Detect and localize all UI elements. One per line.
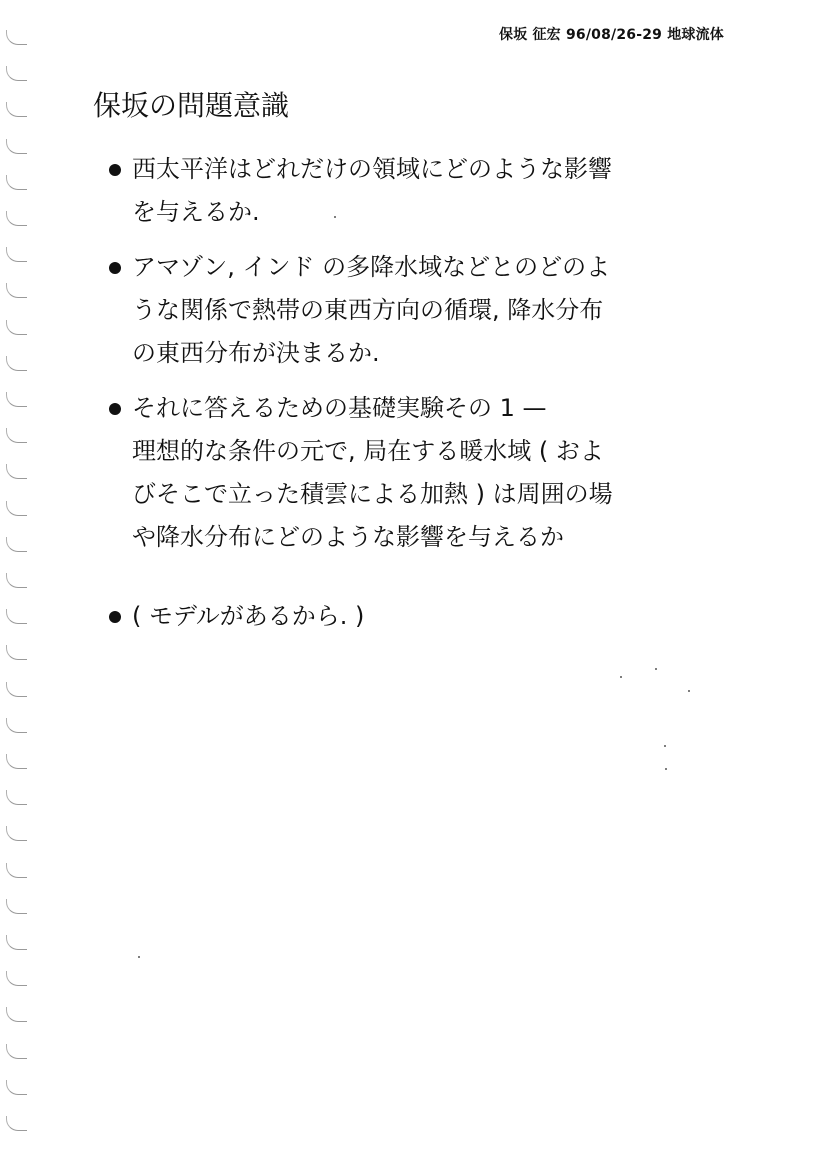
binder-hole-icon	[6, 1007, 27, 1022]
binder-hole-icon	[6, 501, 27, 516]
binder-hole-icon	[6, 175, 27, 190]
binder-hole-icon	[6, 102, 27, 117]
binder-hole-icon	[6, 682, 27, 697]
binder-hole-icon	[6, 971, 27, 986]
binder-hole-icon	[6, 754, 27, 769]
bullet-item	[106, 387, 726, 559]
binder-hole-icon	[6, 935, 27, 950]
binder-hole-icon	[6, 573, 27, 588]
binder-hole-icon	[6, 247, 27, 262]
binder-hole-icon	[6, 1080, 27, 1095]
binder-hole-icon	[6, 356, 27, 371]
scan-speck	[664, 745, 666, 747]
scan-speck	[620, 676, 622, 678]
bullet-text	[132, 387, 726, 559]
bullet-item	[106, 246, 726, 375]
binder-hole-icon	[6, 211, 27, 226]
scan-speck	[655, 668, 657, 670]
binder-hole-icon	[6, 645, 27, 660]
binder-hole-icon	[6, 718, 27, 733]
binder-hole-icon	[6, 1116, 27, 1131]
scan-speck	[688, 690, 690, 692]
page-header: 保坂 征宏 96/08/26-29 地球流体	[499, 27, 724, 43]
bullet-item	[106, 148, 726, 234]
bullet-line: うな関係で熱帯の東西方向の循環, 降水分布	[132, 296, 604, 324]
bullet-line: や降水分布にどのような影響を与えるか	[132, 523, 564, 551]
binder-hole-icon	[6, 139, 27, 154]
bullet-line: アマゾン, インド の多降水域などとのどのよ	[132, 253, 611, 281]
page-title: 保坂の問題意識	[93, 89, 290, 122]
binder-holes	[6, 30, 32, 1150]
scan-speck	[334, 216, 336, 218]
binder-hole-icon	[6, 537, 27, 552]
bullet-line: 理想的な条件の元で, 局在する暖水域 ( およ	[132, 437, 604, 465]
bullet-list	[106, 148, 726, 650]
bullet-line: の東西分布が決まるか.	[132, 339, 380, 367]
bullet-item	[106, 595, 726, 638]
binder-hole-icon	[6, 899, 27, 914]
scan-speck	[665, 768, 667, 770]
binder-hole-icon	[6, 1044, 27, 1059]
binder-hole-icon	[6, 392, 27, 407]
binder-hole-icon	[6, 863, 27, 878]
bullet-line: 西太平洋はどれだけの領域にどのような影響	[132, 155, 612, 183]
bullet-line: びそこで立った積雲による加熱 ) は周囲の場	[132, 480, 613, 508]
bullet-text	[132, 595, 726, 638]
bullet-line: ( モデルがあるから. )	[132, 602, 365, 630]
binder-hole-icon	[6, 66, 27, 81]
scan-speck	[138, 956, 140, 958]
bullet-dot-icon	[109, 403, 121, 415]
bullet-dot-icon	[109, 611, 121, 623]
binder-hole-icon	[6, 428, 27, 443]
binder-hole-icon	[6, 790, 27, 805]
binder-hole-icon	[6, 609, 27, 624]
binder-hole-icon	[6, 464, 27, 479]
bullet-text	[132, 246, 726, 375]
bullet-text	[132, 148, 726, 234]
binder-hole-icon	[6, 320, 27, 335]
bullet-line: それに答えるための基礎実験その 1 —	[132, 394, 547, 422]
binder-hole-icon	[6, 283, 27, 298]
bullet-dot-icon	[109, 164, 121, 176]
bullet-dot-icon	[109, 262, 121, 274]
binder-hole-icon	[6, 30, 27, 45]
bullet-line: を与えるか.	[132, 198, 260, 226]
binder-hole-icon	[6, 826, 27, 841]
